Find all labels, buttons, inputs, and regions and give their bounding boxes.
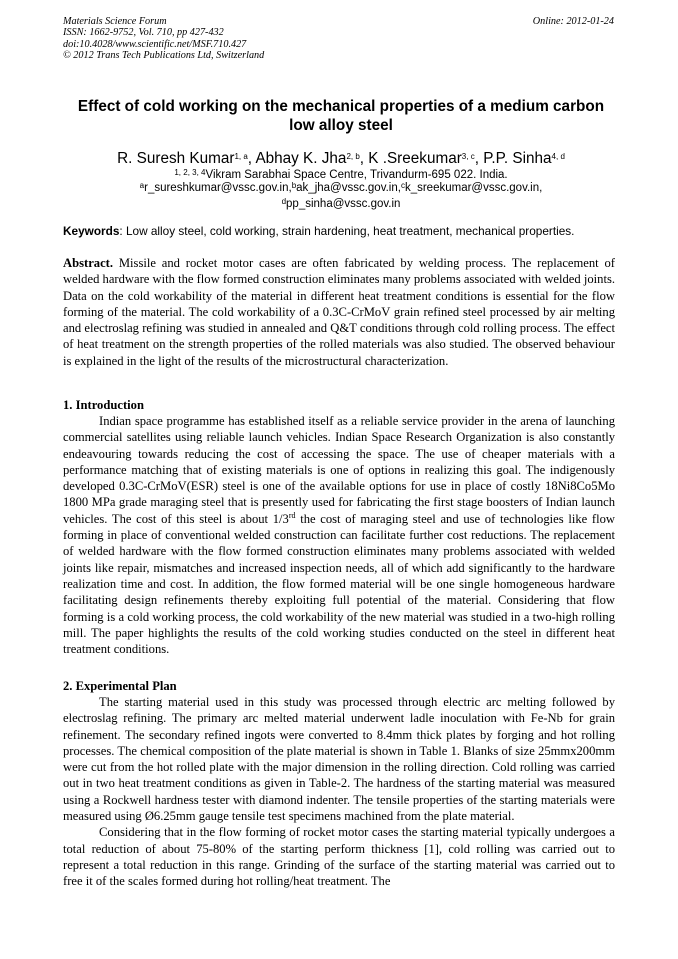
introduction-body: [63, 413, 615, 657]
email-mark: b: [291, 181, 297, 190]
paragraph: [63, 413, 615, 657]
paragraph: The starting material used in this study was processed through electric arc melting followed by electroslag refining. The primary arc melted material underwent ladle inoculation with Fe-Nb for grain refinement. The secondary refined ingots were converted to 8.4mm thick plates by forging and hot rolling processes. The chemical composition of the plate material is shown in Table 1. Blanks of size 25mmx200mm were cut from the hot rolled plate with the major dimension in the rolling direction. Cold rolling was carried out in two heat treatment conditions as given in Table-2. The hardness of the starting material was measured using a Rockwell hardness tester with diamond indenter. The tensile properties of the starting materials were measured using Ø6.25mm gauge tensile test specimens machined from the plate material.: [63, 695, 615, 824]
keywords-text: : Low alloy steel, cold working, strain hardening, heat treatment, mechanical properties.: [119, 224, 575, 238]
affiliation-mark: 1, 2, 3, 4: [174, 168, 206, 177]
title-line-1: Effect of cold working on the mechanical properties of a medium carbon: [77, 98, 605, 115]
author-name: P.P. Sinha: [483, 150, 552, 167]
issn-line: ISSN: 1662-9752, Vol. 710, pp 427-432: [63, 27, 224, 39]
journal-name: Materials Science Forum: [63, 16, 167, 27]
author-affil-mark: 2, b: [346, 152, 360, 161]
online-date: Online: 2012-01-24: [532, 16, 614, 27]
paragraph-text: the cost of maraging steel and use of technologies like flow forming in place of conventional welded construction can facilitate further cost reductions. The replacement of welded hardware with the flow formed construction eliminates many problems associated with welded joints like repair, mismatches and increased inspection needs, all of which add significantly to the hardware realization time and cost. In addition, the flow formed material will be one single homogeneous hardware facilitating design refinements thereby exploiting full potential of the material. Considering that flow forming is a cold working process, the cold workability of the new material was studied in a two-high rolling mill. The paper highlights the results of the cold working studies conducted on the steel in different heat treatment conditions.: [63, 511, 615, 657]
paper-title: [58, 97, 624, 135]
email-mark: a: [139, 181, 145, 190]
section-heading-experimental-plan: 2. Experimental Plan: [63, 679, 177, 693]
superscript: rd: [288, 510, 296, 520]
section-heading-introduction: 1. Introduction: [63, 398, 144, 412]
paragraph: Considering that in the flow forming of rocket motor cases the starting material typically undergoes a total reduction of about 75-80% of the starting perform thickness [1], cold rolling was carried out to represent a total reduction in this range. Grinding of the surface of the starting material was carried out to free it of the scales formed during hot rolling/heat treatment. The: [63, 825, 615, 889]
paragraph-text: Indian space programme has established itself as a reliable service provider in the arena of launching commercial satellites using reliable launch vehicles. Indian Space Research Organization is also constantly endeavouring towards reducing the cost of accessing the space. The use of cheaper materials with a performance matching that of existing materials is one of options in realizing this goal. The indigenously developed 0.3C-CrMoV(ESR) steel is one of the available options for use in place of costly 18Ni8Co5Mo 1800 MPa grade maraging steel that is presently used for fabricating the first stage boosters of Indian launch vehicles. The cost of this steel is about 1/3: [63, 414, 615, 526]
title-line-2: low alloy steel: [289, 117, 393, 134]
abstract: [63, 255, 615, 369]
author-name: K .Sreekumar: [368, 150, 462, 167]
email-link[interactable]: k_sreekumar@vssc.gov.in,: [404, 182, 543, 194]
author-list: R. Suresh Kumar$^{1, a}$, Abhay K. Jha$^{2, b}$, K .Sreekumar$^{3, c}$, P.P. Sinha$^{4, d}$: [117, 150, 565, 167]
email-link[interactable]: r_sureshkumar@vssc.gov.in,: [144, 182, 292, 194]
author-emails: [58, 180, 624, 212]
author-affil-mark: 4, d: [551, 152, 565, 161]
journal-header: [63, 16, 264, 62]
experimental-plan-body: [63, 694, 615, 890]
email-link[interactable]: ak_jha@vssc.gov.in,: [296, 182, 401, 194]
author-affil-mark: 1, a: [234, 152, 248, 161]
email-mark: c: [400, 181, 405, 190]
keywords-label: Keywords: [63, 224, 120, 238]
email-link[interactable]: pp_sinha@vssc.gov.in: [286, 198, 401, 210]
author-affil-mark: 3, c: [461, 152, 475, 161]
abstract-text: Missile and rocket motor cases are often fabricated by welding process. The replacement of welded hardware with the flow formed construction eliminates many problems associated with welded joints. Data on the cold workability of the material in different heat treatment conditions is essential for the flow forming of the material. The cold workability of a 0.3C-CrMoV grain refined steel processed by air melting and electroslag refining was studied in annealed and Q&T conditions through cold rolling process. The effect of heat treatment on the strength properties of the rolled materials was also studied. The observed behaviour is explained in the light of the results of the microstructural characterization.: [63, 256, 615, 368]
keywords: [63, 224, 623, 238]
copyright-line: © 2012 Trans Tech Publications Ltd, Switzerland: [63, 50, 265, 62]
doi-line: doi:10.4028/www.scientific.net/MSF.710.427: [63, 38, 247, 50]
affiliation-text: Vikram Sarabhai Space Centre, Trivandurm-695 022. India.: [205, 169, 508, 181]
email-mark: d: [281, 197, 287, 206]
abstract-label: Abstract.: [63, 256, 114, 270]
author-name: R. Suresh Kumar: [117, 150, 235, 167]
author-name: Abhay K. Jha: [255, 150, 347, 167]
